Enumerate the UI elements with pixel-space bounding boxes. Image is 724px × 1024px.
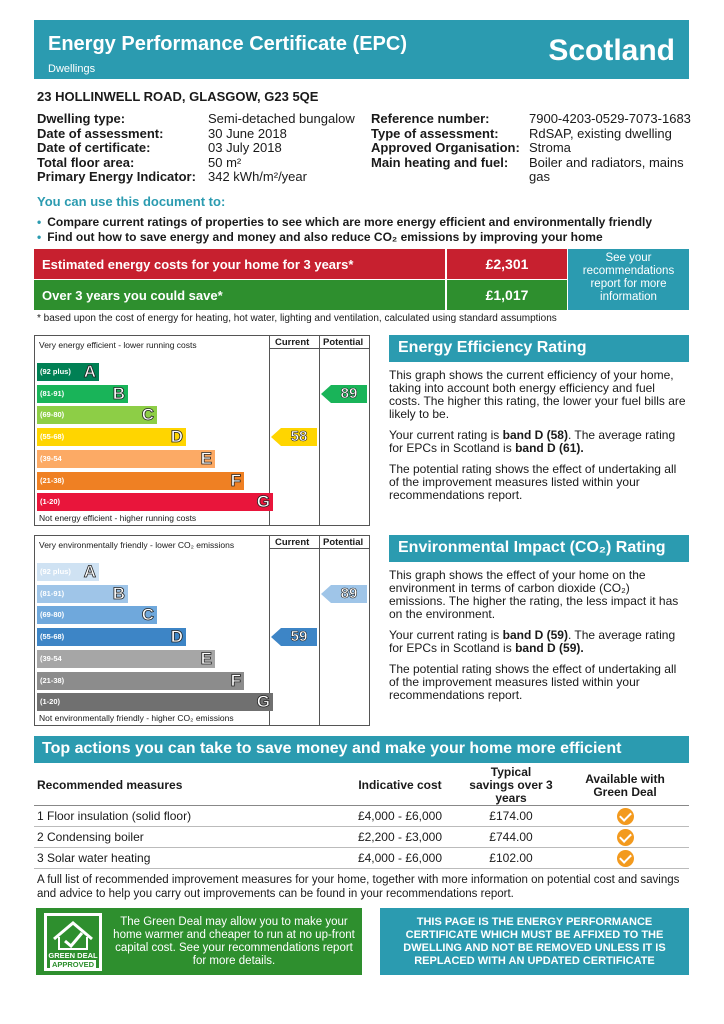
ei-potential-text: The potential rating shows the effect of undertaking all of the improvement measures listed within your recommendations report. [389, 662, 677, 702]
measure-name: 2 Condensing boiler [34, 827, 339, 848]
current-column-header: Current [275, 337, 310, 348]
typical-savings: £102.00 [461, 848, 561, 869]
environmental-impact-heading: Environmental Impact (CO₂) Rating [389, 535, 689, 562]
detail-value: Boiler and radiators, mains [529, 154, 684, 170]
band-range-label: (92 plus) [40, 567, 71, 576]
epc-header [34, 20, 689, 79]
estimated-costs-label: Estimated energy costs for your home for 3 years* [42, 257, 354, 272]
detail-label: Main heating and fuel: [371, 154, 509, 170]
energy-efficiency-chart [34, 335, 370, 526]
green-deal-cell [561, 848, 689, 869]
estimated-costs-row [34, 249, 567, 279]
chart-bottom-label: Not energy efficient - higher running costs [39, 513, 197, 523]
text-fragment: . The average rating for EPCs in Scotland is [389, 628, 676, 655]
detail-label: Date of certificate: [37, 140, 151, 156]
detail-value: Stroma [529, 140, 571, 156]
ei-current-rating-text [389, 629, 689, 655]
measure-name: 3 Solar water heating [34, 848, 339, 869]
table-row [34, 806, 689, 827]
environmental-impact-chart [34, 535, 370, 726]
text-fragment: . The average rating for EPCs in Scotland is [389, 428, 676, 455]
bullet-text: Find out how to save energy and money and also reduce CO₂ emissions by improving your home [47, 230, 603, 244]
band-range-label: (21-38) [40, 475, 65, 485]
check-icon [617, 808, 634, 825]
ee-potential-rating-arrow: 89 [321, 385, 367, 403]
detail-label: Date of assessment: [37, 125, 164, 141]
detail-value: 03 July 2018 [208, 140, 282, 156]
green-deal-cell [561, 806, 689, 827]
costs-footnote: * based upon the cost of energy for heating, hot water, lighting and ventilation, calculated using standard assumptions [37, 313, 557, 324]
logo-text: GREEN DEAL [48, 951, 98, 960]
band-range-label: (21-38) [40, 675, 65, 685]
indicative-cost: £4,000 - £6,000 [339, 806, 461, 827]
use-document-heading: You can use this document to: [37, 194, 226, 209]
measure-name: 1 Floor insulation (solid floor) [34, 806, 339, 827]
detail-value: 342 kWh/m²/year [208, 169, 307, 185]
check-icon [617, 850, 634, 867]
detail-value: 30 June 2018 [208, 125, 287, 141]
band-letter: D [170, 427, 183, 447]
green-deal-box [36, 908, 362, 975]
text-fragment: Your current rating is [389, 628, 503, 642]
average-band: band D (61). [515, 441, 584, 455]
band-letter: A [83, 362, 96, 381]
page-title: Energy Performance Certificate (EPC) [48, 33, 408, 55]
band-letter: F [230, 470, 241, 490]
ee-band-g [37, 493, 273, 511]
green-deal-text: The Green Deal may allow you to make your home warmer and cheaper to run at no up-front capital cost. See your recommendations report for more details. [113, 916, 355, 967]
column-header: Available with Green Deal [561, 766, 689, 806]
detail-label: Reference number: [371, 111, 490, 126]
typical-savings: £174.00 [461, 806, 561, 827]
ee-current-rating-text [389, 429, 689, 455]
ee-current-rating-arrow: 58 [271, 428, 317, 446]
ei-band-d [37, 628, 186, 646]
band-letter: G [256, 492, 270, 512]
band-range-label: (55-68) [40, 632, 65, 642]
recommended-measures-table [34, 766, 689, 869]
full-list-note: A full list of recommended improvement measures for your home, together with more information on potential cost and savings and advice to help you carry out improvements can be found in your recommendations report. [37, 874, 680, 900]
detail-label: Approved Organisation: [371, 140, 520, 156]
detail-value: Semi-detached bungalow [208, 111, 355, 126]
details-left-labels [37, 112, 196, 185]
band-letter: G [256, 692, 270, 712]
potential-column-header: Potential [323, 337, 364, 348]
bullet-item: • Compare current ratings of properties to see which are more energy efficient and environmentally friendly [37, 215, 653, 229]
chart-top-label: Very energy efficient - lower running costs [39, 340, 197, 350]
band-range-label: (69-80) [40, 610, 65, 620]
ee-band-a [37, 363, 99, 381]
environmental-impact-text [389, 569, 689, 710]
band-letter: E [200, 448, 212, 468]
band-range-label: (81-91) [40, 588, 65, 598]
detail-label: Dwelling type: [37, 111, 126, 126]
band-letter: C [141, 405, 154, 425]
typical-savings: £744.00 [461, 827, 561, 848]
ei-band-c [37, 606, 157, 624]
ee-description: This graph shows the current efficiency of your home, taking into account both energy efficiency and fuel costs. The higher this rating, the lower your fuel bills are likely to be. [389, 368, 686, 421]
detail-value: 7900-4203-0529-7073-1683 [529, 111, 691, 126]
affix-notice: THIS PAGE IS THE ENERGY PERFORMANCE CERTIFICATE WHICH MUST BE AFFIXED TO THE DWELLING AND NOT BE REMOVED UNLESS IT IS REPLACED WITH AN UPDATED CERTIFICATE [380, 908, 689, 975]
ei-band-e [37, 650, 215, 668]
column-header: Indicative cost [339, 766, 461, 806]
energy-efficiency-text [389, 369, 689, 510]
ee-band-c [37, 406, 157, 424]
band-letter: A [83, 562, 96, 581]
ei-potential-rating-arrow: 89 [321, 585, 367, 603]
band-range-label: (1-20) [40, 497, 61, 507]
ee-band-b [37, 385, 128, 403]
ei-current-rating-arrow: 59 [271, 628, 317, 646]
chart-bottom-label: Not environmentally friendly - higher CO₂ emissions [39, 713, 234, 723]
band-letter: D [170, 627, 183, 647]
table-row [34, 827, 689, 848]
current-band: band D (58) [502, 428, 568, 442]
bullet-text: Compare current ratings of properties to see which are more energy efficient and environmentally friendly [47, 215, 653, 229]
chart-top-label: Very environmentally friendly - lower CO₂ emissions [39, 540, 235, 550]
potential-column-header: Potential [323, 537, 364, 548]
country-label: Scotland [548, 34, 675, 67]
band-letter: C [141, 605, 154, 625]
ee-band-f [37, 472, 244, 490]
ei-band-g [37, 693, 273, 711]
energy-efficiency-heading: Energy Efficiency Rating [389, 335, 689, 362]
average-band: band D (59). [515, 641, 584, 655]
band-range-label: (92 plus) [40, 367, 71, 376]
ei-band-b [37, 585, 128, 603]
detail-value: RdSAP, existing dwelling [529, 125, 672, 141]
green-deal-cell [561, 827, 689, 848]
top-actions-heading: Top actions you can take to save money and make your home more efficient [34, 736, 689, 763]
page-subtitle: Dwellings [48, 63, 96, 75]
band-range-label: (1-20) [40, 697, 61, 707]
details-right-labels [371, 112, 520, 170]
indicative-cost: £4,000 - £6,000 [339, 848, 461, 869]
band-range-label: (39-54 [40, 453, 62, 463]
ei-band-a [37, 563, 99, 581]
see-recommendations-box: See your recommendations report for more information [568, 249, 689, 310]
band-range-label: (39-54 [40, 653, 62, 663]
band-range-label: (69-80) [40, 410, 65, 420]
band-range-label: (55-68) [40, 432, 65, 442]
detail-label: Type of assessment: [371, 125, 499, 141]
ee-potential-text: The potential rating shows the effect of undertaking all of the improvement measures listed within your recommendations report. [389, 462, 677, 502]
bullet-item: • Find out how to save energy and money and also reduce CO₂ emissions by improving your home [37, 230, 603, 244]
column-header: Typical savings over 3 years [461, 766, 561, 806]
potential-savings-value: £1,017 [445, 280, 567, 310]
ei-description: This graph shows the effect of your home on the environment in terms of carbon dioxide (CO₂) emissions. The higher the rating, the less impact it has on the environment. [389, 568, 679, 621]
details-right-values [529, 112, 691, 185]
detail-value: 50 m² [208, 154, 242, 170]
table-header-row [34, 766, 689, 806]
ee-band-d [37, 428, 186, 446]
potential-savings-label: Over 3 years you could save* [42, 288, 223, 303]
indicative-cost: £2,200 - £3,000 [339, 827, 461, 848]
detail-label: Total floor area: [37, 154, 135, 170]
check-icon [617, 829, 634, 846]
ei-band-f [37, 672, 244, 690]
green-deal-approved-logo [44, 913, 102, 971]
text-fragment: Your current rating is [389, 428, 503, 442]
column-header: Recommended measures [34, 766, 339, 806]
details-left-values [208, 112, 355, 185]
band-letter: E [200, 648, 212, 668]
table-row [34, 848, 689, 869]
logo-text: APPROVED [51, 960, 95, 969]
estimated-costs-value: £2,301 [445, 249, 567, 279]
band-range-label: (81-91) [40, 388, 65, 398]
current-band: band D (59) [502, 628, 568, 642]
detail-label: Primary Energy Indicator: [37, 169, 196, 185]
current-column-header: Current [275, 537, 310, 548]
ee-band-e [37, 450, 215, 468]
band-letter: B [112, 383, 125, 403]
band-letter: B [112, 583, 125, 603]
property-address: 23 HOLLINWELL ROAD, GLASGOW, G23 5QE [37, 89, 319, 104]
potential-savings-row [34, 280, 567, 310]
detail-value: gas [529, 169, 550, 185]
band-letter: F [230, 670, 241, 690]
